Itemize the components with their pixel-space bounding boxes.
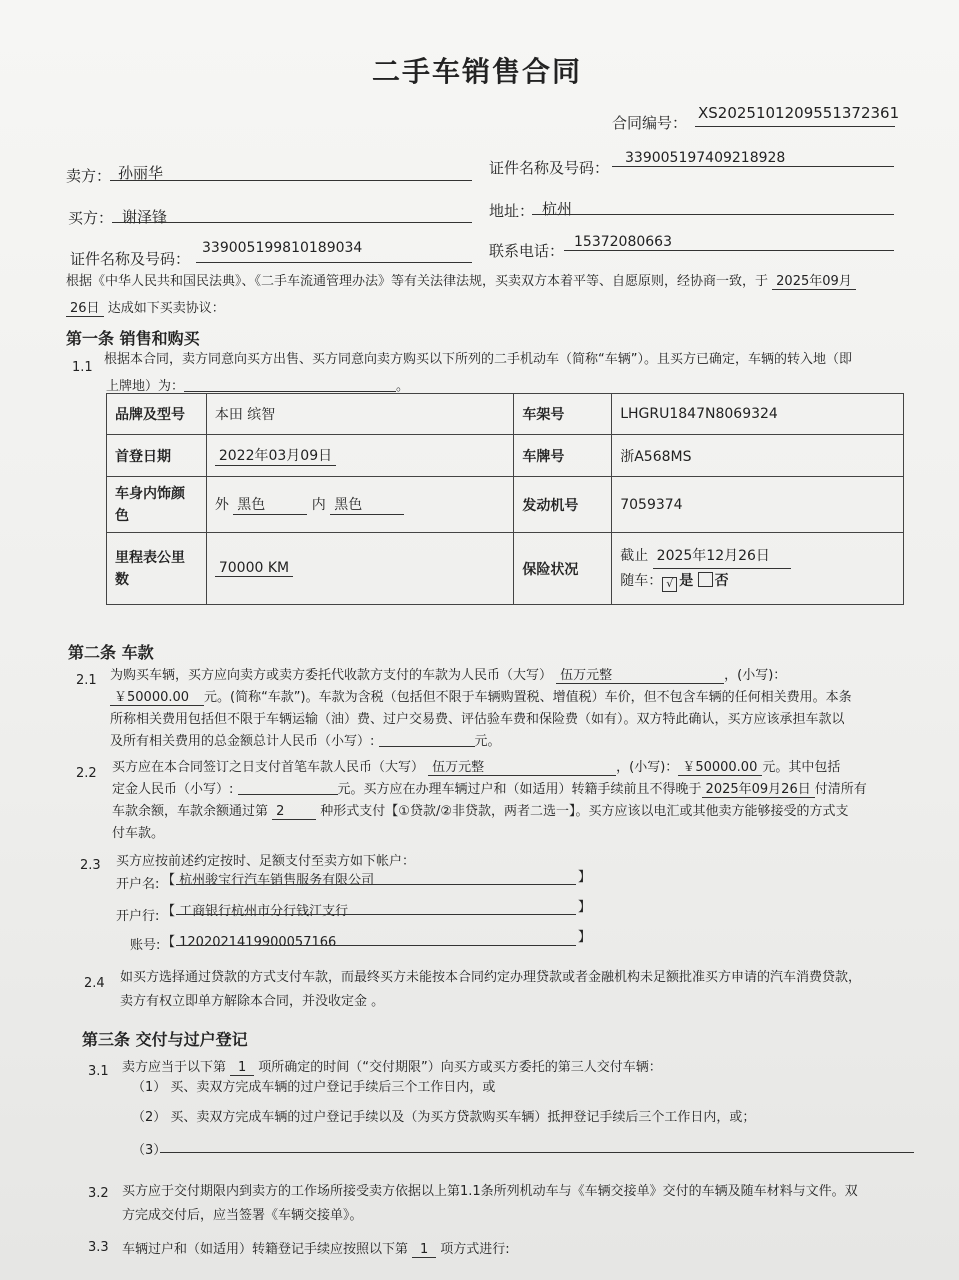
reg-date-label: 首登日期 [107, 435, 207, 477]
clause-2-1-no: 2.1 [76, 673, 97, 688]
clause-3-3-no: 3.3 [88, 1240, 109, 1255]
transfer-option-no: 1 [412, 1242, 436, 1258]
seller-label: 卖方： [66, 167, 112, 185]
reg-date-value: 2022年03月09日 [215, 445, 336, 466]
clause-3-2-line1: 买方应于交付期限内到卖方的工作场所接受卖方依据以上第1.1条所列机动车与《车辆交接单》交付的车辆及随车材料与文件。双 [122, 1184, 858, 1199]
clause-2-2-line2: 定金人民币（小写）: 元。买方应在办理车辆过户和（如适用）转籍手续前且不得晚于 2025年09月26日 付清所有 [112, 778, 867, 798]
address: 杭州 [542, 200, 573, 218]
insurance-label: 保险状况 [514, 533, 612, 605]
account-name: 【 杭州骏宝行汽车销售服务有限公司 [162, 873, 375, 888]
interior-color: 黑色 [330, 494, 404, 515]
buyer-label: 买方： [68, 209, 114, 227]
vin-label: 车架号 [514, 394, 612, 435]
clause-2-3-line1: 买方应按前述约定按时、足额支付至卖方如下帐户： [116, 854, 416, 869]
insurance-until-value: 2025年12月26日 [653, 544, 791, 569]
buyer-id-label: 证件名称及号码： [70, 250, 191, 268]
clause-3-1-line1: 卖方应当于以下第 1 项所确定的时间（“交付期限”）向买方或买方委托的第三人交付车辆： [122, 1060, 662, 1075]
color-label: 车身内饰颜色 [107, 477, 207, 533]
clause-2-4-no: 2.4 [84, 976, 105, 991]
first-payment-upper: 伍万元整 [428, 756, 616, 776]
delivery-option-1: （1） 买、卖双方完成车辆的过户登记手续后三个工作日内，或 [132, 1080, 496, 1095]
delivery-option-3: （3） [132, 1143, 167, 1158]
clause-1-1-line1: 根据本合同，卖方同意向买方出售、买方同意向卖方购买以下所列的二手机动车（简称“车辆”）。且买方已确定，车辆的转入地（即 [104, 352, 852, 367]
engine-value: 7059374 [612, 477, 904, 533]
final-payment-date: 2025年09月26日 [702, 778, 815, 798]
account-no: 【 1202021419900057166 [162, 935, 337, 950]
clause-3-2-line2: 方完成交付后，应当签署《车辆交接单》。 [122, 1208, 363, 1223]
delivery-option-2: （2） 买、卖双方完成车辆的过户登记手续以及（为买方贷款购买车辆）抵押登记手续后三个工作日内，或； [132, 1110, 756, 1125]
preamble-line2: 26日 达成如下买卖协议： [66, 297, 225, 317]
phone: 15372080663 [574, 234, 672, 250]
mileage-value: 70000 KM [215, 560, 293, 577]
clause-1-1-line2: 上牌地）为： 。 [106, 379, 410, 394]
interior-label: 内 [311, 497, 326, 513]
account-no-label: 账号: [130, 938, 161, 953]
clause-3-3-line1: 车辆过户和（如适用）转籍登记手续应按照以下第 1 项方式进行: [122, 1242, 510, 1257]
contract-date-b: 26日 [66, 297, 104, 317]
price-upper: 伍万元整 [556, 664, 724, 684]
clause-2-2-line3: 车款余额，车款余额通过第 2 种形式支付【①贷款/②非贷款，两者二选一】。买方应该以电汇或其他卖方能够接受的方式支 [112, 804, 849, 819]
insurance-until-label: 截止 [620, 548, 649, 564]
buyer-name: 谢泽锋 [122, 208, 168, 226]
brand-label: 品牌及型号 [107, 394, 207, 435]
vehicle-info-table [106, 393, 904, 605]
vin-value: LHGRU1847N8069324 [612, 394, 904, 435]
clause-2-4-line2: 卖方有权立即单方解除本合同，并没收定金 。 [120, 994, 385, 1009]
yes-label: 是 [679, 573, 694, 589]
seller-id: 339005197409218928 [625, 150, 786, 166]
no-label: 否 [714, 573, 729, 589]
clause-1-1-no: 1.1 [72, 360, 93, 375]
seller-id-label: 证件名称及号码： [489, 159, 610, 177]
article-2-title: 第二条 车款 [68, 643, 154, 662]
article-1-title: 第一条 销售和购买 [66, 329, 200, 348]
clause-2-2-no: 2.2 [76, 766, 97, 781]
clause-2-1-line3: 所称相关费用包括但不限于车辆运输（油）费、过户交易费、评估验车费和保险费（如有）。双方特此确认，买方应该承担车款以 [110, 712, 845, 727]
preamble-line1: 根据《中华人民共和国民法典》、《二手车流通管理办法》等有关法律法规，买卖双方本着平等、自愿原则，经协商一致，于 2025年09月 [66, 270, 856, 290]
buyer-id: 339005199810189034 [202, 240, 363, 256]
clause-2-1-line2: ￥50000.00 元。(简称“车款”)。车款为含税（包括但不限于车辆购置税、增值税）车价，但不包含车辆的任何相关费用。本条 [110, 686, 852, 706]
clause-2-1-line4: 及所有相关费用的总金额总计人民币（小写）: 元。 [110, 734, 501, 749]
checkbox-no[interactable] [698, 572, 713, 587]
clause-2-1-line1: 为购买车辆，买方应向卖方或卖方委托代收款方支付的车款为人民币（大写） 伍万元整 ，(小写)： [110, 664, 786, 684]
payment-method-no: 2 [272, 804, 316, 820]
address-label: 地址： [489, 202, 535, 220]
plate-value: 浙A568MS [612, 435, 904, 477]
clause-2-2-line4: 付车款。 [112, 826, 165, 841]
engine-label: 发动机号 [514, 477, 612, 533]
mileage-label: 里程表公里数 [107, 533, 207, 605]
exterior-label: 外 [214, 497, 229, 513]
bank-label: 开户行: [116, 909, 160, 924]
plate-label: 车牌号 [514, 435, 612, 477]
clause-2-2-line1: 买方应在本合同签订之日支付首笔车款人民币（大写） 伍万元整 ，(小写)： ￥50000.00 元。其中包括 [112, 756, 840, 776]
price-lower: ￥50000.00 [110, 686, 204, 706]
page-title: 二手车销售合同 [372, 55, 583, 88]
brand-value: 本田 缤智 [206, 394, 514, 435]
account-name-label: 开户名: [116, 877, 160, 892]
clause-3-2-no: 3.2 [88, 1186, 109, 1201]
first-payment-lower: ￥50000.00 [678, 756, 762, 776]
phone-label: 联系电话： [489, 242, 565, 260]
with-car-label: 随车： [620, 573, 663, 589]
bank-name: 【 工商银行杭州市分行钱江支行 [162, 904, 349, 919]
contract-page: 二手车销售合同 合同编号： XS2025101209551372361 卖方： 孙丽华 证件名称及号码： 339005197409218928 买方： 谢泽锋 地址： 杭州 证件名称及号码： 339005199810189034 联系电话： 15372080663 根据《中华人民共和国民法典》、《二手车流通管理办法》等有关法律法规，买卖双方本着平等、自愿原则，经协商一致，于 2025年09月 26日 达成如下买卖协议： 第一条 销售和购买 1.1 根据本合同，卖方同意向买方出售、买方同意向卖方购买以下所列的二手机动车（简称“车辆”）。且买方已确定，车辆的转入地（即 上牌地）为： 。 品牌及型号 本田 缤智 车架号 LHGRU1847N8069324 首登日期 2022年03月09日 车牌号 浙A568MS 车身内饰颜色 外 黑色 内 黑色 发动机号 7059374 里程表公里数 70000 KM 保险状况 截止 2025年12月26日 随车： √ 是 否 第二条 车款 2.1 为购买车辆，买方应向卖方或卖方委托代收款方支付的车款为人民币（大写） 伍万元整 ，(小写)： ￥50000.00 元。(简称“车款”)。车款为含税（包括但不限于车辆购置税、增值税）车价，但不包含车辆的任何相关费用。本条 所称相关费用包括但不限于车辆运输（油）费、过户交易费、评估验车费和保险费（如有）。双方特此确认，买方应该承担车款以 及所有相关费用的总金额总计人民币（小写）: 元。 2.2 买方应在本合同签订之日支付首笔车款人民币（大写） 伍万元整 ，(小写)： ￥50000.00 元。其中包括 定金人民币（小写）: 元。买方应在办理车辆过户和（如适用）转籍手续前且不得晚于 2025年09月26日 付清所有 车款余额，车款余额通过第 2 种形式支付【①贷款/②非贷款，两者二选一】。买方应该以电汇或其他卖方能够接受的方式支 付车款。 2.3 买方应按前述约定按时、足额支付至卖方如下帐户： 开户名: 【 杭州骏宝行汽车销售服务有限公司 】 开户行: 【 工商银行杭州市分行钱江支行 】 账号: 【 1202021419900057166 】 2.4 如买方选择通过贷款的方式支付车款，而最终买方未能按本合同约定办理贷款或者金融机构未足额批准买方申请的汽车消费贷款， 卖方有权立即单方解除本合同，并没收定金 。 第三条 交付与过户登记 3.1 卖方应当于以下第 1 项所确定的时间（“交付期限”）向买方或买方委托的第三人交付车辆： （1） 买、卖双方完成车辆的过户登记手续后三个工作日内，或 （2） 买、卖双方完成车辆的过户登记手续以及（为买方贷款购买车辆）抵押登记手续后三个工作日内，或； （3） 3.2 买方应于交付期限内到卖方的工作场所接受卖方依据以上第1.1条所列机动车与《车辆交接单》交付的车辆及随车材料与文件。双 方完成交付后，应当签署《车辆交接单》。 3.3 车辆过户和（如适用）转籍登记手续应按照以下第 1 项方式进行: [0, 0, 959, 1280]
clause-3-1-no: 3.1 [88, 1064, 109, 1079]
contract-no-label: 合同编号： [612, 114, 688, 132]
clause-2-4-line1: 如买方选择通过贷款的方式支付车款，而最终买方未能按本合同约定办理贷款或者金融机构未足额批准买方申请的汽车消费贷款， [120, 970, 862, 985]
contract-date-a: 2025年09月 [772, 270, 856, 290]
article-3-title: 第三条 交付与过户登记 [82, 1030, 248, 1049]
clause-2-3-no: 2.3 [80, 858, 101, 873]
seller-name: 孙丽华 [118, 164, 164, 182]
delivery-option-no: 1 [230, 1060, 254, 1076]
exterior-color: 黑色 [233, 494, 307, 515]
contract-no: XS2025101209551372361 [698, 104, 900, 122]
checkbox-yes[interactable]: √ [662, 577, 677, 592]
